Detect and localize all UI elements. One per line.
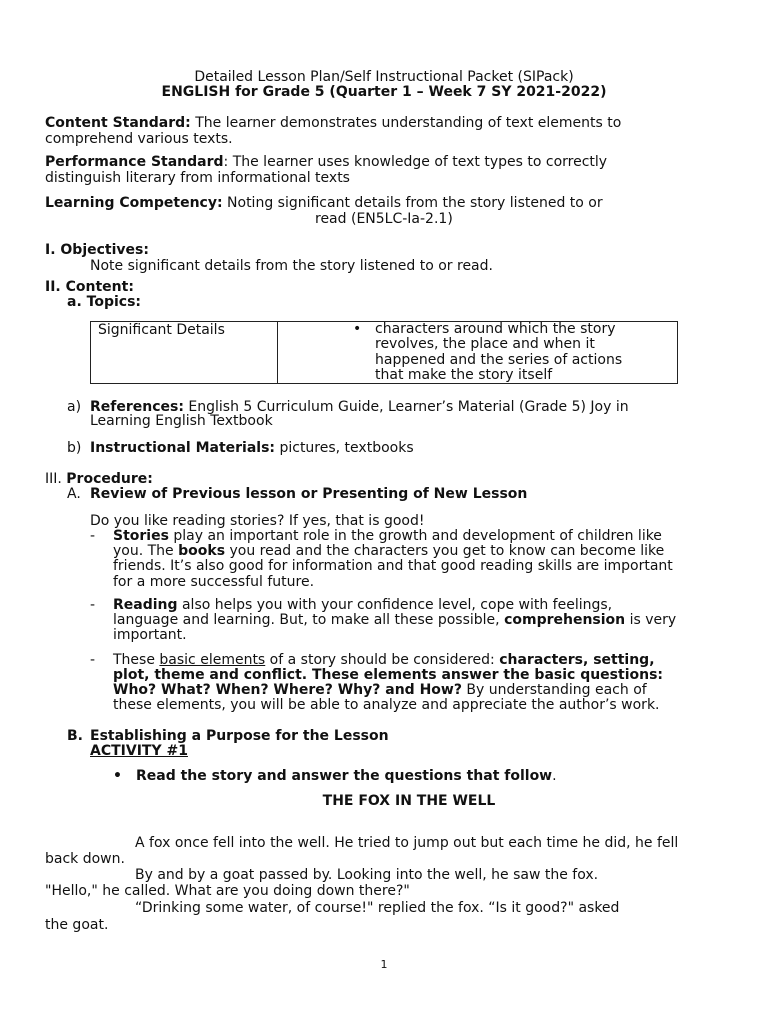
materials-marker: b) bbox=[67, 440, 82, 456]
text: language and learning. But, to make all these possible, bbox=[113, 612, 505, 628]
performance-standard-text: : The learner uses knowledge of text types to correctly bbox=[223, 154, 608, 170]
description-line: revolves, the place and when it bbox=[375, 336, 595, 353]
paragraph-stories-line: friends. It’s also good for information and that good reading skills are important bbox=[113, 558, 673, 574]
performance-standard bbox=[45, 154, 607, 170]
document-title: Detailed Lesson Plan/Self Instructional Packet (SIPack) bbox=[194, 69, 574, 85]
text: also helps you with your confidence level, cope with feelings, bbox=[177, 597, 613, 613]
learning-competency-text: Noting significant details from the story listened to or bbox=[222, 195, 603, 211]
story-line: A fox once fell into the well. He tried to jump out but each time he did, he fell bbox=[135, 835, 679, 851]
activity-instruction bbox=[136, 768, 557, 784]
story-title: THE FOX IN THE WELL bbox=[322, 793, 496, 809]
description-line: happened and the series of actions bbox=[375, 351, 623, 368]
text: These bbox=[113, 652, 160, 668]
paragraph-elements-line: plot, theme and conflict. These elements answer the basic questions: bbox=[113, 667, 664, 683]
references-text-cont: Learning English Textbook bbox=[90, 413, 273, 429]
text: . bbox=[552, 768, 557, 784]
learning-competency-label: Learning Competency: bbox=[45, 195, 223, 211]
topics-table bbox=[90, 321, 678, 384]
section-b-title: Establishing a Purpose for the Lesson bbox=[90, 728, 389, 744]
paragraph-reading-line bbox=[113, 612, 676, 628]
story-line: “Drinking some water, of course!" replied the fox. “Is it good?" asked bbox=[135, 900, 620, 916]
emphasis-books: books bbox=[178, 543, 226, 559]
intro-question: Do you like reading stories? If yes, that is good! bbox=[90, 513, 425, 529]
content-standard-text-cont: comprehend various texts. bbox=[45, 131, 233, 147]
emphasis-elements: characters, setting, bbox=[499, 652, 655, 668]
section-a-title: Review of Previous lesson or Presenting of New Lesson bbox=[90, 486, 528, 502]
description-line: that make the story itself bbox=[375, 366, 553, 383]
text: you. The bbox=[113, 543, 179, 559]
document-subtitle: ENGLISH for Grade 5 (Quarter 1 – Week 7 SY 2021-2022) bbox=[161, 84, 607, 100]
section-a-marker: A. bbox=[67, 486, 81, 502]
references-marker: a) bbox=[67, 399, 82, 415]
learning-competency bbox=[45, 195, 603, 211]
text: you read and the characters you get to know can become like bbox=[225, 543, 665, 559]
topics-heading: a. Topics: bbox=[67, 294, 141, 310]
content-heading: II. Content: bbox=[45, 279, 134, 295]
objectives-text: Note significant details from the story listened to or read. bbox=[90, 258, 493, 274]
paragraph-elements-line: these elements, you will be able to analyze and appreciate the author’s work. bbox=[113, 697, 660, 713]
dash-marker: - bbox=[90, 597, 96, 613]
paragraph-elements-line bbox=[113, 682, 647, 698]
paragraph-reading-line: important. bbox=[113, 627, 187, 643]
table-cell-topic bbox=[91, 322, 278, 384]
text: By understanding each of bbox=[461, 682, 647, 698]
section-b-marker: B. bbox=[67, 728, 83, 744]
emphasis-stories: Stories bbox=[113, 528, 169, 544]
activity-label: ACTIVITY #1 bbox=[90, 743, 188, 759]
emphasis-comprehension: comprehension bbox=[504, 612, 626, 628]
paragraph-stories-line bbox=[113, 543, 664, 559]
materials-label: Instructional Materials: bbox=[90, 440, 276, 456]
objectives-heading: I. Objectives: bbox=[45, 242, 149, 258]
content-standard bbox=[45, 115, 621, 131]
dash-marker: - bbox=[90, 652, 96, 668]
content-standard-label: Content Standard: bbox=[45, 115, 191, 131]
learning-competency-code: read (EN5LC-Ia-2.1) bbox=[315, 211, 453, 227]
story-line: the goat. bbox=[45, 917, 109, 933]
paragraph-elements-line bbox=[113, 652, 655, 668]
text: of a story should be considered: bbox=[265, 652, 500, 668]
table-row bbox=[91, 322, 678, 384]
story-line: "Hello," he called. What are you doing down there?" bbox=[45, 883, 410, 899]
topic-label: Significant Details bbox=[98, 322, 225, 338]
paragraph-stories-line: for a more successful future. bbox=[113, 574, 315, 590]
emphasis-questions: Who? What? When? Where? Why? and How? bbox=[113, 682, 462, 698]
performance-standard-label: Performance Standard bbox=[45, 154, 224, 170]
paragraph-reading-line bbox=[113, 597, 612, 613]
procedure-heading-label: Procedure: bbox=[66, 471, 153, 487]
procedure-heading-prefix: III. bbox=[45, 471, 67, 487]
performance-standard-text-cont: distinguish literary from informational texts bbox=[45, 170, 350, 186]
content-standard-text: The learner demonstrates understanding of text elements to bbox=[190, 115, 622, 131]
instructional-materials bbox=[90, 440, 414, 456]
paragraph-stories-line bbox=[113, 528, 662, 544]
procedure-heading bbox=[45, 471, 153, 487]
page-number: 1 bbox=[380, 958, 388, 971]
emphasis-reading: Reading bbox=[113, 597, 178, 613]
dash-marker: - bbox=[90, 528, 96, 544]
materials-text: pictures, textbooks bbox=[275, 440, 414, 456]
underlined-basic-elements: basic elements bbox=[159, 652, 266, 668]
instruction-text: Read the story and answer the questions that follow bbox=[136, 768, 553, 784]
story-line: back down. bbox=[45, 851, 125, 867]
references-text: English 5 Curriculum Guide, Learner’s Material (Grade 5) Joy in bbox=[183, 399, 629, 415]
text: play an important role in the growth and development of children like bbox=[168, 528, 662, 544]
text: is very bbox=[625, 612, 677, 628]
table-cell-description bbox=[278, 322, 678, 384]
story-line: By and by a goat passed by. Looking into the well, he saw the fox. bbox=[135, 867, 599, 883]
description-line: characters around which the story bbox=[375, 321, 616, 337]
bullet-icon: • bbox=[353, 321, 362, 337]
bullet-icon: • bbox=[113, 768, 122, 784]
references-label: References: bbox=[90, 399, 184, 415]
